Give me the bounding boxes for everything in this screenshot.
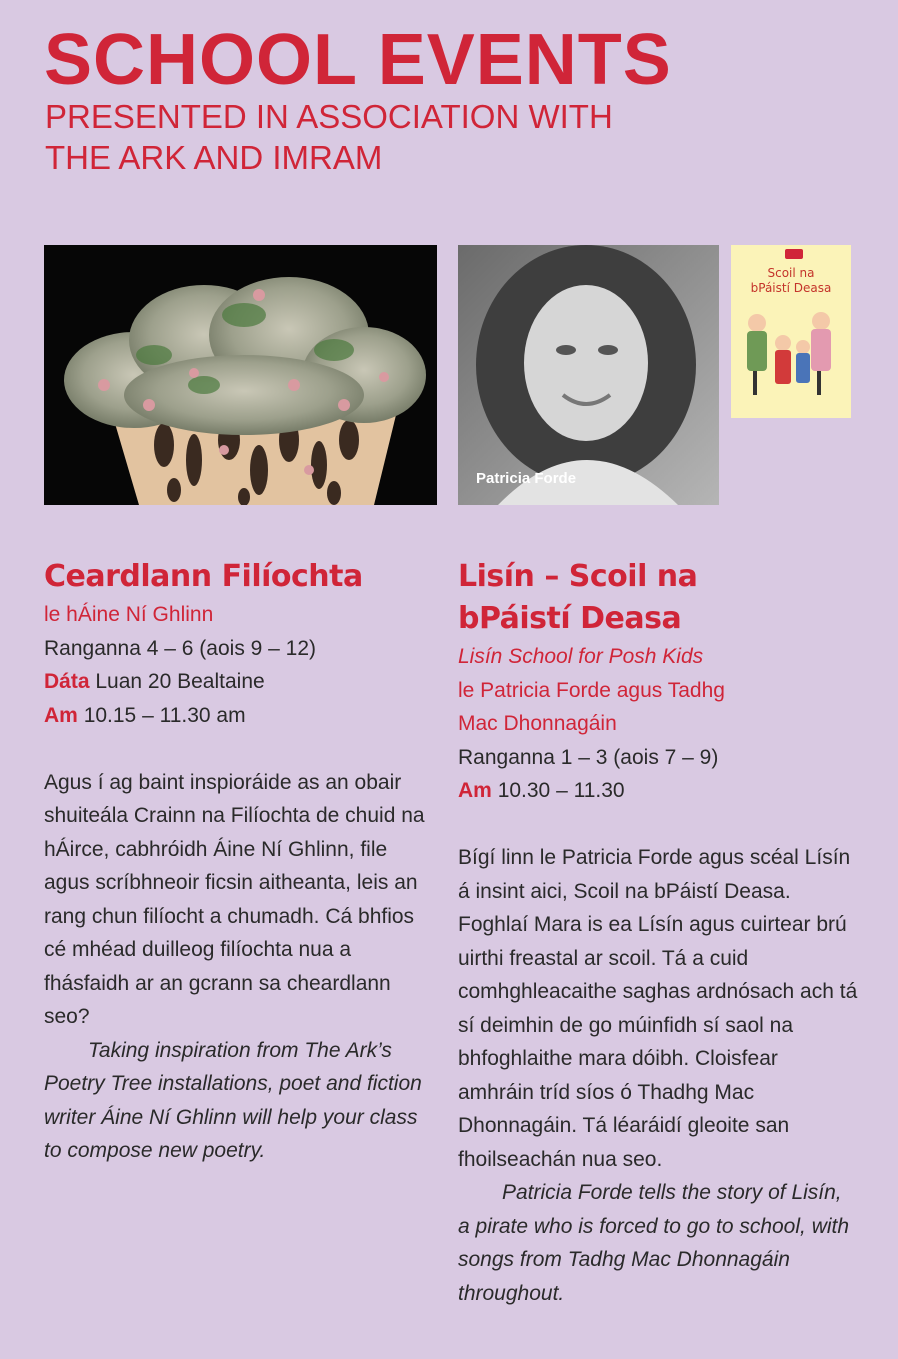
page-title: SCHOOL EVENTS: [44, 20, 672, 100]
event1-time-label: Am: [44, 703, 78, 727]
event2-title-line-2: bPáistí Deasa: [458, 601, 682, 636]
event1-date-value: Luan 20 Bealtaine: [95, 670, 265, 693]
event1-classes: Ranganna 4 – 6 (aois 9 – 12): [44, 636, 317, 660]
page-subtitle-line-1: PRESENTED IN ASSOCIATION WITH: [45, 98, 613, 135]
svg-text:bPáistí Deasa: bPáistí Deasa: [750, 281, 832, 295]
event1-date-label: Dáta: [44, 670, 90, 693]
event2-presenter-line-2: Mac Dhonnagáin: [458, 712, 617, 735]
event2-english-title: Lisín School for Posh Kids: [458, 645, 704, 668]
event2-description-irish: Bígí linn le Patricia Forde agus scéal Lísín á insint aici, Scoil na bPáistí Deasa. Foghlaí Mara is ea Lísín agus cuirtear brú uirthi freastal ar scoil. Tá a cuid comhghleacaithe saghas ardnósach ach tá sí deimhin de go múinfidh sí saol na bhfoghlaithe mara dóibh. Cloisfear amhráin tríd síos ó Thadhg Mac Dhonnagáin. Tá léaráidí gleoite san fhoilseachán nua seo.: [458, 846, 858, 1171]
event-column-left: [44, 556, 434, 1168]
author-photo-caption: Patricia Forde: [476, 470, 577, 487]
event1-time: [44, 699, 434, 733]
event2-description-english: Patricia Forde tells the story of Lisín, a pirate who is forced to go to school, with songs from Tadhg Mac Dhonnagáin throughout.: [458, 1181, 850, 1305]
author-photo: [458, 245, 719, 505]
book-cover: [731, 245, 851, 418]
svg-text:Scoil na: Scoil na: [767, 266, 815, 280]
event-column-right: [458, 556, 858, 1310]
event1-date: [44, 665, 434, 699]
page-subtitle-line-2: THE ARK AND IMRAM: [45, 139, 383, 176]
event1-description-irish: Agus í ag baint inspioráide as an obair shuiteála Crainn na Filíochta de chuid na hÁirce, cabhróidh Áine Ní Ghlinn, file agus scríbhneoir ficsin aitheanta, leis an rang chun filíocht a chumadh. Cá bhfios cé mhéad duilleog filíochta nua a fhásfaidh ar an gcrann sa cheardlann seo?: [44, 770, 425, 1028]
event2-title-line-1: Lisín – Scoil na: [458, 559, 698, 594]
event1-presenter: le hÁine Ní Ghlinn: [44, 603, 214, 626]
event1-description-english: Taking inspiration from The Ark’s Poetry Tree installations, poet and fiction writer Áine Ní Ghlinn will help your class to compose new poetry.: [44, 1038, 422, 1162]
event2-classes: Ranganna 1 – 3 (aois 7 – 9): [458, 745, 719, 769]
event2-time-label: Am: [458, 779, 492, 802]
event1-time-value: 10.15 – 11.30 am: [83, 703, 246, 727]
event2-time: [458, 774, 858, 808]
event1-title: Ceardlann Filíochta: [44, 559, 363, 594]
event2-presenter-line-1: le Patricia Forde agus Tadhg: [458, 678, 725, 702]
publisher-logo-icon: [785, 249, 803, 259]
poetry-tree-photo: [44, 245, 437, 505]
event2-time-value: 10.30 – 11.30: [497, 779, 625, 802]
